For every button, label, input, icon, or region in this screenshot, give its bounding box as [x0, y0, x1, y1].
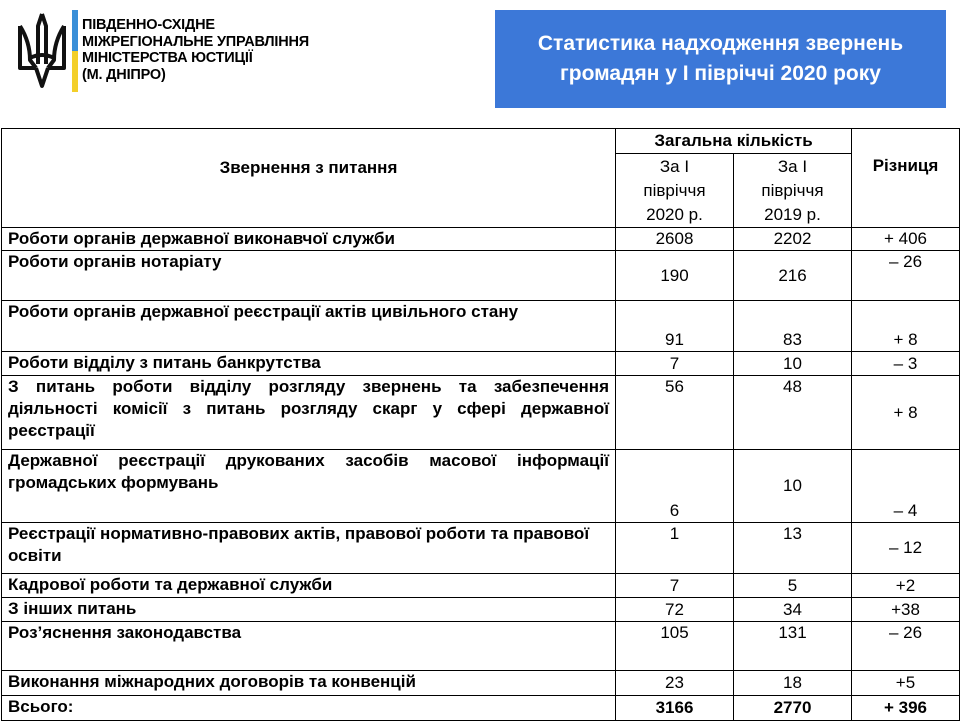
difference-cell: + 8 — [852, 301, 960, 352]
flag-bar — [72, 10, 78, 92]
value-2020-cell: 190 — [616, 251, 734, 301]
topic-cell: Виконання міжнародних договорів та конвенцій — [2, 671, 616, 696]
difference-cell: + 8 — [852, 376, 960, 450]
header-2020: За І півріччя 2020 р. — [616, 154, 734, 228]
value-2020-cell: 2608 — [616, 228, 734, 251]
title-line: громадян у І півріччі 2020 року — [560, 62, 881, 85]
topic-cell: Всього: — [2, 696, 616, 721]
difference-cell: +2 — [852, 574, 960, 598]
topic-cell: Роз’яснення законодавства — [2, 622, 616, 671]
topic-cell: Роботи відділу з питань банкрутства — [2, 352, 616, 376]
org-line: МІЖРЕГІОНАЛЬНЕ УПРАВЛІННЯ — [82, 33, 309, 50]
difference-cell: – 4 — [852, 450, 960, 523]
difference-cell: +5 — [852, 671, 960, 696]
table-row — [2, 251, 960, 301]
table-row — [2, 622, 960, 671]
header-topic: Звернення з питання — [2, 129, 616, 228]
topic-cell: Роботи органів нотаріату — [2, 251, 616, 301]
value-2020-cell: 1 — [616, 523, 734, 574]
org-line: (М. ДНІПРО) — [82, 66, 166, 83]
value-2019-cell: 131 — [734, 622, 852, 671]
difference-cell: – 3 — [852, 352, 960, 376]
header-2019: За І півріччя 2019 р. — [734, 154, 852, 228]
org-line: ПІВДЕННО-СХІДНЕ — [82, 17, 215, 33]
value-2020-cell: 105 — [616, 622, 734, 671]
slide-title — [495, 10, 946, 108]
organization-name — [82, 17, 309, 83]
value-2020-cell: 3166 — [616, 696, 734, 721]
difference-cell: +38 — [852, 598, 960, 622]
topic-cell: Роботи органів державної виконавчої служби — [2, 228, 616, 251]
value-2020-cell: 23 — [616, 671, 734, 696]
table-row — [2, 450, 960, 523]
value-2020-cell: 6 — [616, 450, 734, 523]
topic-cell: Державної реєстрації друкованих засобів масової інформації громадських формувань — [2, 450, 616, 523]
value-2020-cell: 91 — [616, 301, 734, 352]
value-2019-cell: 83 — [734, 301, 852, 352]
difference-cell: – 26 — [852, 251, 960, 301]
topic-cell: З інших питань — [2, 598, 616, 622]
topic-cell: Реєстрації нормативно-правових актів, правової роботи та правової освіти — [2, 523, 616, 574]
table-row — [2, 671, 960, 696]
value-2019-cell: 34 — [734, 598, 852, 622]
org-line: МІНІСТЕРСТВА ЮСТИЦІЇ — [82, 50, 253, 66]
difference-cell: – 12 — [852, 523, 960, 574]
topic-cell: Роботи органів державної реєстрації актів цивільного стану — [2, 301, 616, 352]
value-2019-cell: 10 — [734, 352, 852, 376]
value-2019-cell: 2202 — [734, 228, 852, 251]
difference-cell: – 26 — [852, 622, 960, 671]
value-2020-cell: 56 — [616, 376, 734, 450]
topic-cell: З питань роботи відділу розгляду звернень та забезпечення діяльності комісії з питань розгляду скарг у сфері державної реєстрації — [2, 376, 616, 450]
header-total: Загальна кількість — [616, 129, 852, 154]
value-2019-cell: 10 — [734, 450, 852, 523]
trident-emblem-icon — [16, 12, 68, 90]
header-diff: Різниця — [852, 129, 960, 228]
table-row — [2, 376, 960, 450]
value-2020-cell: 7 — [616, 352, 734, 376]
value-2019-cell: 2770 — [734, 696, 852, 721]
table-row — [2, 301, 960, 352]
table-row — [2, 598, 960, 622]
value-2019-cell: 18 — [734, 671, 852, 696]
table-row — [2, 574, 960, 598]
difference-cell: + 406 — [852, 228, 960, 251]
table-row — [2, 352, 960, 376]
table-row — [2, 228, 960, 251]
value-2020-cell: 7 — [616, 574, 734, 598]
statistics-table — [1, 128, 960, 721]
topic-cell: Кадрової роботи та державної служби — [2, 574, 616, 598]
total-row — [2, 696, 960, 721]
title-line: Статистика надходження звернень — [537, 32, 904, 55]
value-2019-cell: 13 — [734, 523, 852, 574]
value-2019-cell: 216 — [734, 251, 852, 301]
value-2019-cell: 5 — [734, 574, 852, 598]
difference-cell: + 396 — [852, 696, 960, 721]
table-row — [2, 523, 960, 574]
value-2019-cell: 48 — [734, 376, 852, 450]
value-2020-cell: 72 — [616, 598, 734, 622]
